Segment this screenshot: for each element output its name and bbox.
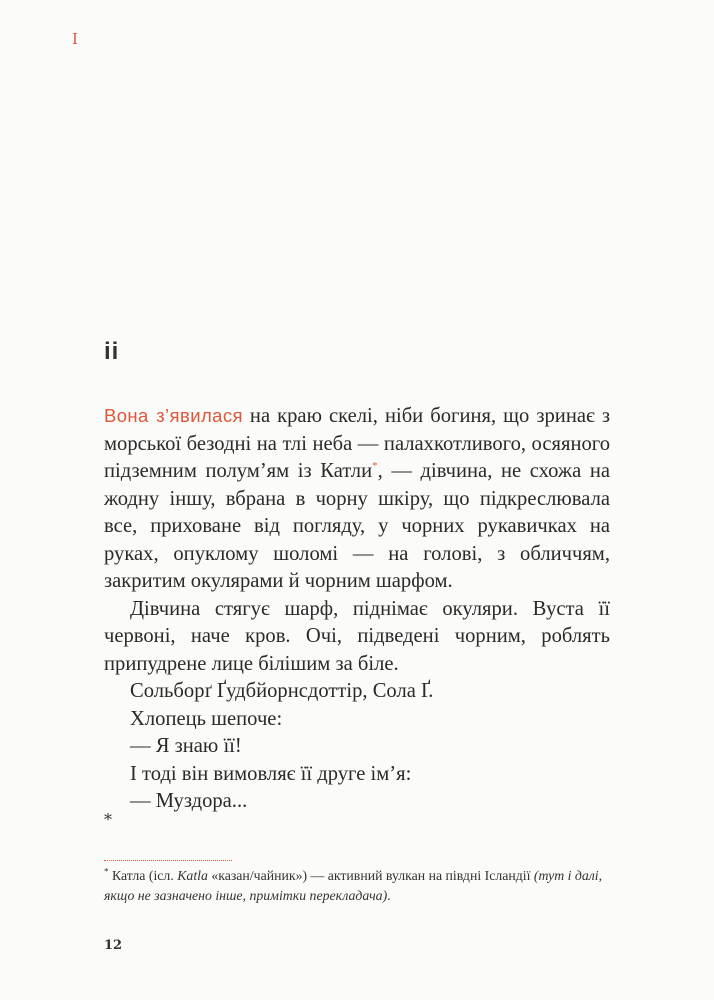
main-text (104, 402, 610, 816)
footnote-italic-note: (тут і далі, якщо не зазначено інше, примітки перекладача) (104, 868, 603, 903)
paragraph-6: І тоді він вимовляє її друге ім’я: (130, 762, 412, 785)
footnote-text-a: Катла (ісл. (108, 868, 178, 883)
footnote-separator (104, 860, 232, 861)
paragraph-4: Хлопець шепоче: (130, 707, 283, 730)
footnote-term: Katla (177, 868, 208, 883)
section-mark: I (72, 30, 78, 48)
paragraph-1-text-b: , — дівчина, не схожа на жодну іншу, вбрана в чорну шкіру, що підкреслювала все, приховане від погляду, у чорних рукавичках на руках, опуклому шоломі — на голові, з обличчям, закритим окулярами й чорним шарфом. (104, 460, 610, 592)
paragraph-1-text-a: на краю скелі, ніби богиня, що зринає з морської безодні на тлі неба — палахкотливого, осяяного підземним полум’ям із Катли (104, 405, 610, 482)
chapter-number: ii (104, 338, 120, 365)
page-number: 12 (104, 938, 123, 953)
paragraph-2: Дівчина стягує шарф, піднімає окуляри. Вуста її червоні, наче кров. Очі, підведені чорним, роблять припудрене лице білішим за біле. (104, 597, 610, 675)
footnote-text-b: «казан/чайник») — активний вулкан на півдні Ісландії (207, 868, 534, 883)
paragraph-1 (104, 402, 610, 596)
paragraph-5: — Я знаю її! (130, 735, 242, 757)
paragraph-3: Сольборґ Ґудбйорнсдоттір, Сола Ґ. (130, 680, 434, 702)
footnote-text-end: . (387, 888, 391, 903)
section-break-asterisk: * (104, 810, 112, 829)
lead-phrase: Вона з’явилася (104, 405, 243, 426)
paragraph-7: — Муздора... (130, 790, 248, 812)
footnote-reference[interactable]: * (372, 460, 378, 473)
footnote (104, 866, 612, 906)
footnote-mark: * (104, 866, 109, 877)
